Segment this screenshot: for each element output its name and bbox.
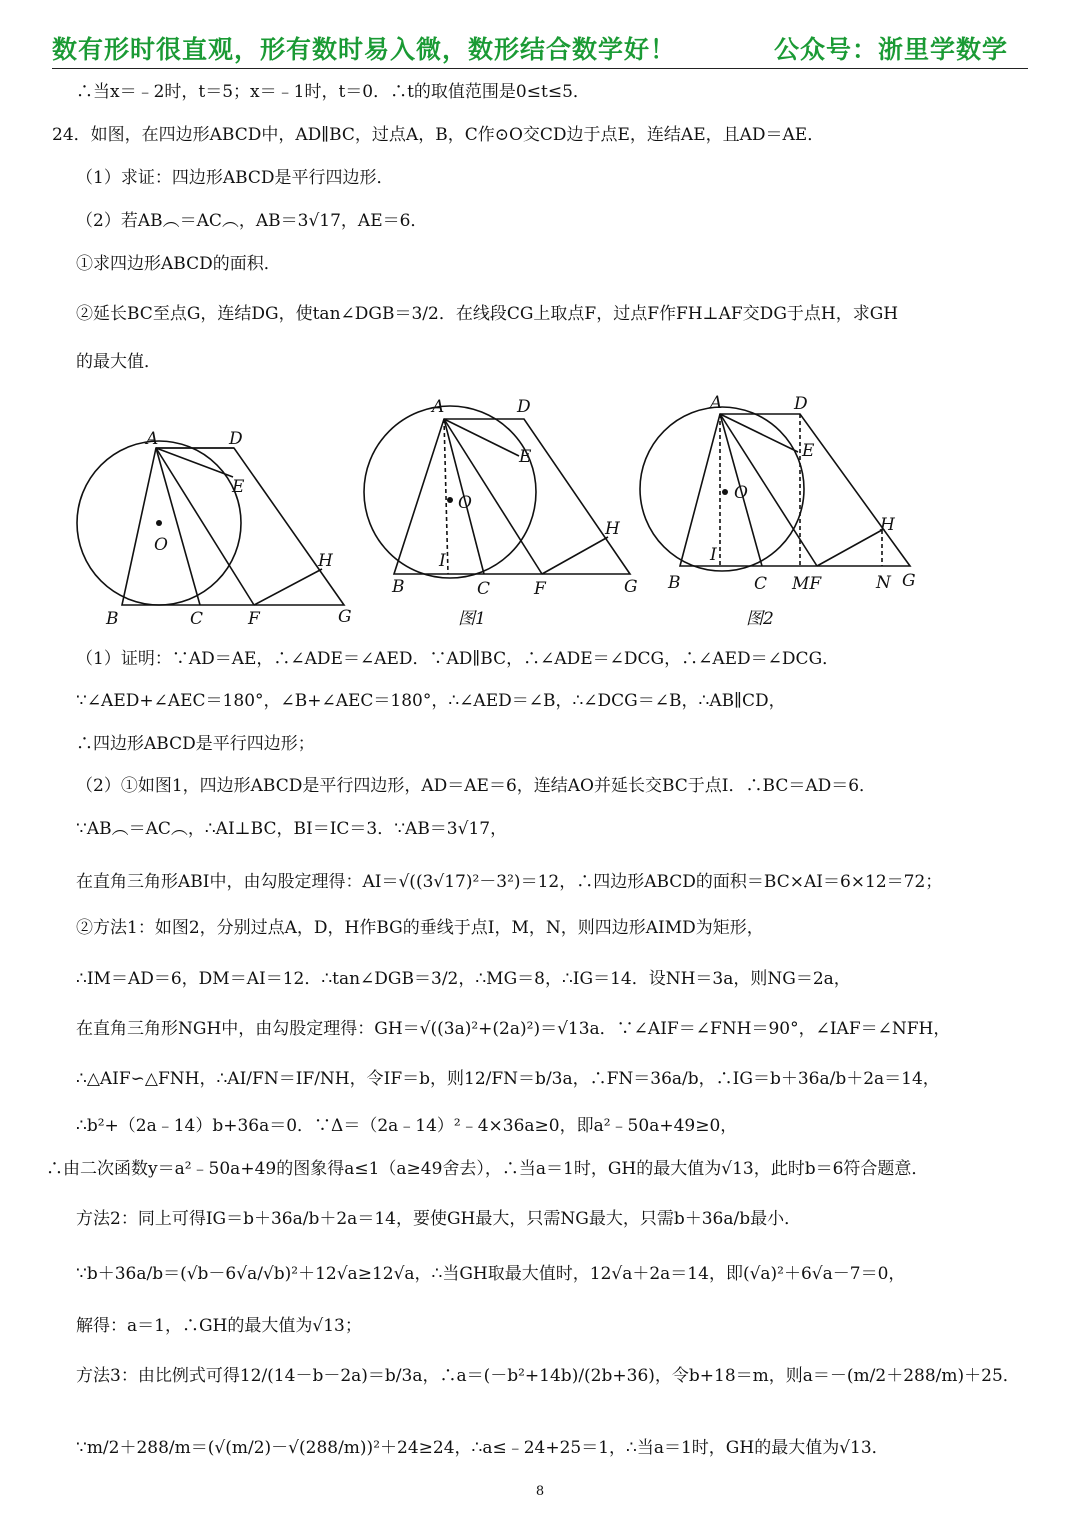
point-label: H xyxy=(605,519,620,539)
point-label: G xyxy=(338,607,352,627)
point-label: E xyxy=(232,477,245,497)
problem-statement: 24．如图，在四边形ABCD中，AD∥BC，过点A，B，C作⊙O交CD边于点E，连结AE，且AD＝AE． xyxy=(52,125,825,145)
point-label: A xyxy=(710,393,723,413)
point-label: D xyxy=(229,429,243,449)
point-label: E xyxy=(802,441,815,461)
solution-line: 方法3：由比例式可得12/(14－b－2a)＝b/3a，∴a＝(－b²+14b)/(2b+36)，令b+18＝m，则a＝－(m/2＋288/m)＋25． xyxy=(76,1366,1020,1386)
page-number: 8 xyxy=(535,1484,545,1499)
solution-line: ②方法1：如图2，分别过点A，D，H作BG的垂线于点I，M，N，则四边形AIMD为矩形， xyxy=(76,918,764,938)
solution-line: ∵b＋36a/b＝(√b－6√a/√b)²＋12√a≥12√a，∴当GH取最大值时，12√a＋2a＝14，即(√a)²＋6√a－7＝0， xyxy=(76,1264,906,1284)
solution-line: 方法2：同上可得IG＝b＋36a/b＋2a＝14，要使GH最大，只需NG最大，只需b＋36a/b最小． xyxy=(76,1209,802,1229)
solution-line: 在直角三角形ABI中，由勾股定理得：AI＝√((3√17)²－3²)＝12，∴四边形ABCD的面积＝BC×AI＝6×12＝72； xyxy=(76,872,943,892)
solution-line: ∵m/2＋288/m＝(√(m/2)－√(288/m))²＋24≥24，∴a≤﹣24+25＝1，∴当a＝1时，GH的最大值为√13． xyxy=(76,1438,889,1458)
problem-part-1: （1）求证：四边形ABCD是平行四边形． xyxy=(76,168,394,188)
point-label: MF xyxy=(792,574,822,594)
page-header xyxy=(52,28,1028,69)
text-line: ∴当x＝﹣2时，t＝5；x＝﹣1时，t＝0．∴t的取值范围是0≤t≤5． xyxy=(76,82,590,102)
solution-line: ∴b²+（2a﹣14）b+36a＝0．∵Δ＝（2a﹣14）²﹣4×36a≥0，即a²﹣50a+49≥0， xyxy=(76,1116,738,1136)
point-label: C xyxy=(477,579,491,599)
solution-line: ∵AB︵＝AC︵，∴AI⊥BC，BI＝IC＝3．∵AB＝3√17， xyxy=(76,819,508,839)
point-label: B xyxy=(106,609,119,629)
point-label: D xyxy=(517,397,531,417)
figure-2-caption: 图2 xyxy=(746,609,774,629)
solution-line: （2）①如图1，四边形ABCD是平行四边形，AD＝AE＝6，连结AO并延长交BC于点I．∴BC＝AD＝6． xyxy=(76,776,877,796)
point-label: B xyxy=(668,573,681,593)
solution-line: ∴△AIF∽△FNH，∴AI/FN＝IF/NH，令IF＝b，则12/FN＝b/3a，∴FN＝36a/b，∴IG＝b＋36a/b＋2a＝14， xyxy=(76,1069,940,1089)
point-label: F xyxy=(248,609,260,629)
header-slogan: 数有形时很直观，形有数时易入微，数形结合数学好！ xyxy=(52,35,677,64)
point-label: O xyxy=(154,535,168,555)
solution-line: （1）证明：∵AD＝AE，∴∠ADE＝∠AED．∵AD∥BC，∴∠ADE＝∠DCG，∴∠AED＝∠DCG． xyxy=(76,649,840,669)
point-label: I xyxy=(439,551,446,571)
problem-part-2-2: ②延长BC至点G，连结DG，使tan∠DGB＝3/2．在线段CG上取点F，过点F作FH⊥AF交DG于点H，求GH xyxy=(76,304,899,324)
point-label: B xyxy=(392,577,405,597)
figure-1 xyxy=(364,406,630,578)
solution-line: 解得：a＝1，∴GH的最大值为√13； xyxy=(76,1316,362,1336)
point-label: G xyxy=(902,571,916,591)
solution-line: 在直角三角形NGH中，由勾股定理得：GH＝√((3a)²+(2a)²)＝√13a．∵∠AIF＝∠FNH＝90°，∠IAF＝∠NFH， xyxy=(76,1019,951,1039)
figure-1-caption: 图1 xyxy=(458,609,486,629)
point-label: H xyxy=(318,551,333,571)
point-label: G xyxy=(624,577,638,597)
figure-2 xyxy=(640,407,910,571)
point-label: D xyxy=(794,394,808,414)
point-label: H xyxy=(880,515,895,535)
point-label: I xyxy=(710,545,717,565)
point-label: E xyxy=(519,447,532,467)
point-label: A xyxy=(146,429,159,449)
solution-line: ∴四边形ABCD是平行四边形； xyxy=(76,734,315,754)
geometry-figures xyxy=(70,392,950,632)
problem-part-2-1: ①求四边形ABCD的面积． xyxy=(76,254,281,274)
point-label: A xyxy=(432,397,445,417)
point-label: O xyxy=(734,483,748,503)
point-label: F xyxy=(534,579,546,599)
point-label: C xyxy=(754,574,768,594)
point-label: O xyxy=(458,493,472,513)
point-label: N xyxy=(876,573,891,593)
solution-line: ∴IM＝AD＝6，DM＝AI＝12．∴tan∠DGB＝3/2，∴MG＝8，∴IG＝14．设NH＝3a，则NG＝2a， xyxy=(76,969,851,989)
point-label: C xyxy=(190,609,204,629)
figure-main xyxy=(77,441,344,605)
problem-part-2: （2）若AB︵＝AC︵，AB＝3√17，AE＝6． xyxy=(76,211,428,231)
solution-line: ∴由二次函数y＝a²﹣50a+49的图象得a≤1（a≥49舍去），∴当a＝1时，GH的最大值为√13，此时b＝6符合题意． xyxy=(46,1159,929,1179)
header-account: 公众号：浙里学数学 xyxy=(773,35,1008,64)
solution-line: ∵∠AED+∠AEC＝180°，∠B+∠AEC＝180°，∴∠AED＝∠B，∴∠DCG＝∠B，∴AB∥CD， xyxy=(76,691,786,711)
text-line: 的最大值． xyxy=(76,352,161,372)
